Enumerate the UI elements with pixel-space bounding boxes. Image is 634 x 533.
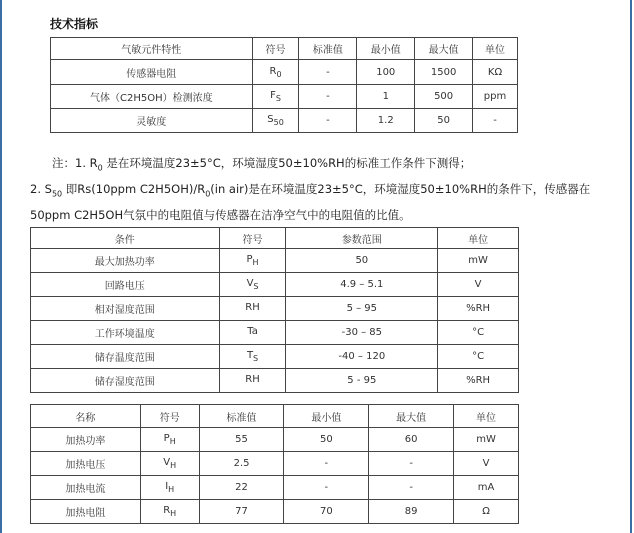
standard-cell: 55	[199, 428, 284, 452]
header-cell: 标准值	[299, 38, 357, 60]
header-cell: 单位	[454, 405, 519, 428]
unit-cell: mW	[438, 249, 519, 273]
table-row	[31, 321, 519, 345]
standard-cell: -	[299, 109, 357, 133]
standard-cell: 77	[199, 500, 284, 524]
table-row	[31, 345, 519, 369]
header-cell: 符号	[252, 38, 299, 60]
unit-cell: mW	[454, 428, 519, 452]
name-cell: 最大加热功率	[31, 249, 220, 273]
header-cell: 气敏元件特性	[51, 38, 253, 60]
table-row	[31, 500, 519, 524]
min-cell: 50	[284, 428, 369, 452]
name-cell: 传感器电阻	[51, 60, 253, 85]
table-row	[31, 273, 519, 297]
symbol-cell: Ta	[219, 321, 286, 345]
unit-cell: -	[473, 109, 518, 133]
min-cell: 1	[357, 85, 415, 109]
standard-cell: 2.5	[199, 452, 284, 476]
unit-cell: %RH	[438, 369, 519, 393]
name-cell: 加热功率	[31, 428, 141, 452]
unit-cell: °C	[438, 321, 519, 345]
table-row	[51, 60, 518, 85]
symbol-cell: $I_H$	[140, 476, 199, 500]
operating-conditions-table	[30, 227, 519, 393]
table-row	[31, 249, 519, 273]
header-cell: 单位	[473, 38, 518, 60]
min-cell: 1.2	[357, 109, 415, 133]
sensor-characteristics-table	[50, 37, 518, 133]
symbol-cell: $P_H$	[140, 428, 199, 452]
header-cell: 单位	[438, 228, 519, 249]
symbol-cell: RH	[219, 297, 286, 321]
name-cell: 储存温度范围	[31, 345, 220, 369]
unit-cell: V	[454, 452, 519, 476]
table-row	[31, 297, 519, 321]
range-cell: -40 – 120	[286, 345, 438, 369]
header-cell: 符号	[219, 228, 286, 249]
min-cell: 70	[284, 500, 369, 524]
symbol-cell: $S_{50}$	[252, 109, 299, 133]
symbol-cell: $T_S$	[219, 345, 286, 369]
header-cell: 最大值	[369, 405, 454, 428]
heater-characteristics-table	[30, 404, 519, 524]
header-cell: 最小值	[357, 38, 415, 60]
unit-cell: V	[438, 273, 519, 297]
header-cell: 最小值	[284, 405, 369, 428]
min-cell: -	[284, 452, 369, 476]
unit-cell: ppm	[473, 85, 518, 109]
table-row	[31, 452, 519, 476]
range-cell: 50	[286, 249, 438, 273]
name-cell: 灵敏度	[51, 109, 253, 133]
max-cell: -	[369, 476, 454, 500]
range-cell: -30 – 85	[286, 321, 438, 345]
table-row	[31, 428, 519, 452]
section-title: 技术指标	[50, 17, 99, 31]
name-cell: 回路电压	[31, 273, 220, 297]
table-row	[51, 109, 518, 133]
name-cell: 储存湿度范围	[31, 369, 220, 393]
name-cell: 加热电流	[31, 476, 141, 500]
unit-cell: %RH	[438, 297, 519, 321]
unit-cell: °C	[438, 345, 519, 369]
standard-cell: 22	[199, 476, 284, 500]
header-cell: 符号	[140, 405, 199, 428]
min-cell: -	[284, 476, 369, 500]
max-cell: 50	[415, 109, 473, 133]
max-cell: 1500	[415, 60, 473, 85]
header-cell: 条件	[31, 228, 220, 249]
symbol-cell: $V_H$	[140, 452, 199, 476]
symbol-cell: $R_0$	[252, 60, 299, 85]
name-cell: 气体（C2H5OH）检测浓度	[51, 85, 253, 109]
unit-cell: mA	[454, 476, 519, 500]
range-cell: 5 - 95	[286, 369, 438, 393]
max-cell: -	[369, 452, 454, 476]
table-row	[31, 369, 519, 393]
table-header-row	[31, 405, 519, 428]
note-2: 2. $S_{50}$ 即Rs(10ppm $C2H5OH)/R_0(in$ air)是在环境温度23±5°C，环境湿度50±10%RH的条件下，传感器在	[30, 182, 591, 199]
standard-cell: -	[299, 60, 357, 85]
header-cell: 名称	[31, 405, 141, 428]
header-cell: 参数范围	[286, 228, 438, 249]
range-cell: 5 – 95	[286, 297, 438, 321]
symbol-cell: $F_S$	[252, 85, 299, 109]
max-cell: 500	[415, 85, 473, 109]
max-cell: 89	[369, 500, 454, 524]
max-cell: 60	[369, 428, 454, 452]
standard-cell: -	[299, 85, 357, 109]
unit-cell: KΩ	[473, 60, 518, 85]
symbol-cell: $V_S$	[219, 273, 286, 297]
table-header-row	[51, 38, 518, 60]
symbol-cell: RH	[219, 369, 286, 393]
note-3: 50ppm C2H5OH气氛中的电阻值与传感器在洁净空气中的电阻值的比值。	[30, 208, 411, 222]
symbol-cell: $R_H$	[140, 500, 199, 524]
range-cell: 4.9 – 5.1	[286, 273, 438, 297]
name-cell: 加热电阻	[31, 500, 141, 524]
note-1: 注：1. $R_0$ 是在环境温度23±5°C，环境湿度50±10%RH的标准工作条件下测得；	[52, 156, 472, 173]
name-cell: 相对湿度范围	[31, 297, 220, 321]
min-cell: 100	[357, 60, 415, 85]
header-cell: 标准值	[199, 405, 284, 428]
table-row	[51, 85, 518, 109]
name-cell: 工作环境温度	[31, 321, 220, 345]
header-cell: 最大值	[415, 38, 473, 60]
table-row	[31, 476, 519, 500]
unit-cell: Ω	[454, 500, 519, 524]
symbol-cell: $P_H$	[219, 249, 286, 273]
name-cell: 加热电压	[31, 452, 141, 476]
table-header-row	[31, 228, 519, 249]
